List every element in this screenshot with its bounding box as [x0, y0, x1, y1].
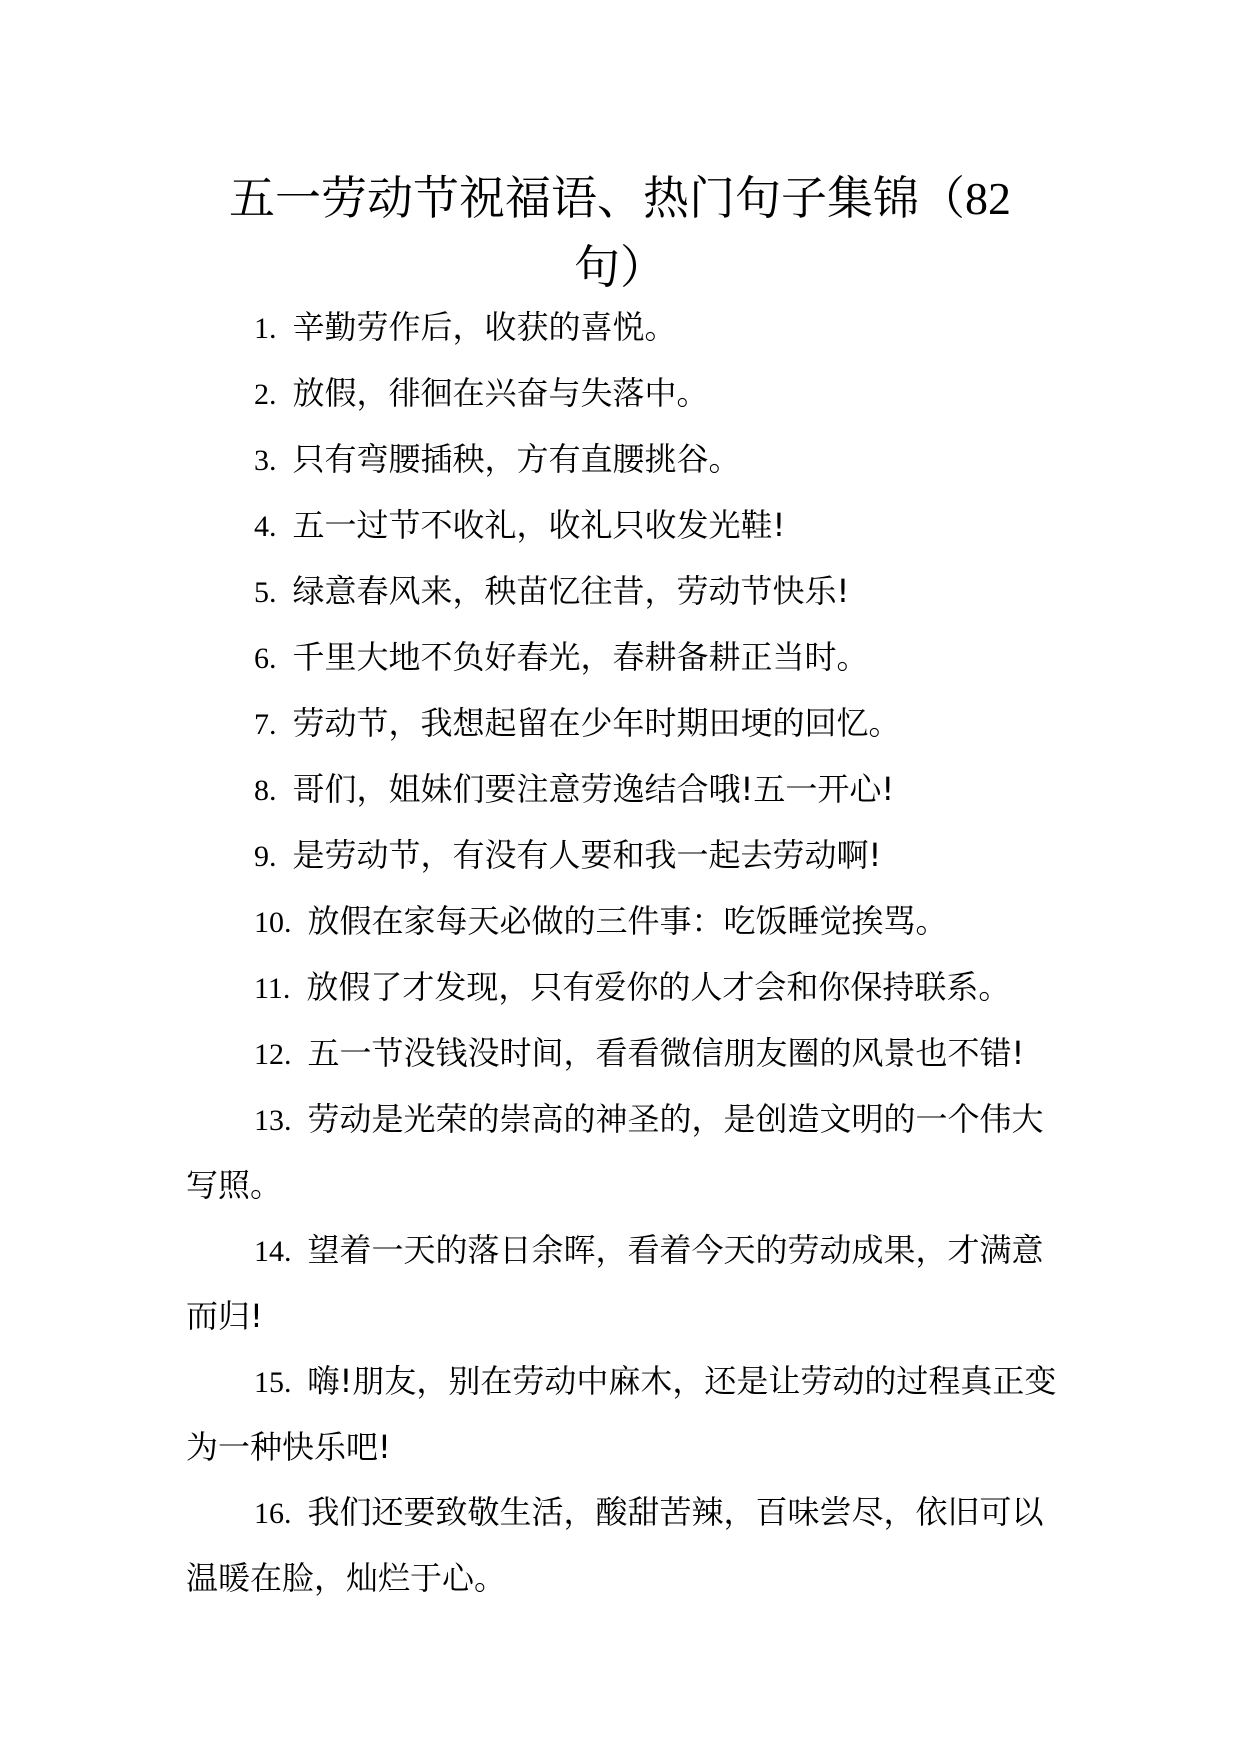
list-item — [186, 625, 1066, 691]
item-number: 7. — [254, 708, 277, 741]
item-text: 嗨!朋友，别在劳动中麻木，还是让劳动的过程真正变为一种快乐吧! — [186, 1362, 1057, 1466]
item-text: 是劳动节，有没有人要和我一起去劳动啊! — [292, 836, 882, 874]
list-item — [186, 361, 1066, 427]
list-item — [186, 691, 1066, 757]
item-text: 我们还要致敬生活，酸甜苦辣，百味尝尽，依旧可以温暖在脸，灿烂于心。 — [186, 1493, 1044, 1597]
list-item — [186, 1218, 1066, 1349]
item-text: 千里大地不负好春光，春耕备耕正当时。 — [292, 638, 869, 676]
item-text: 绿意春风来，秧苗忆往昔，劳动节快乐! — [292, 572, 850, 610]
item-number: 10. — [254, 906, 292, 939]
list-item — [186, 559, 1066, 625]
item-number: 15. — [254, 1366, 292, 1399]
item-text: 放假在家每天必做的三件事：吃饭睡觉挨骂。 — [307, 902, 948, 940]
list-item — [186, 955, 1066, 1021]
item-number: 8. — [254, 774, 277, 807]
document-title — [200, 164, 1040, 301]
sentence-list — [186, 295, 1066, 1611]
item-text: 五一节没钱没时间，看看微信朋友圈的风景也不错! — [307, 1034, 1025, 1072]
list-item — [186, 1021, 1066, 1087]
item-number: 11. — [254, 972, 291, 1005]
item-text: 只有弯腰插秧，方有直腰挑谷。 — [292, 440, 741, 478]
title-end: 句） — [574, 240, 666, 294]
item-text: 五一过节不收礼，收礼只收发光鞋! — [292, 506, 786, 544]
item-number: 1. — [254, 312, 277, 345]
title-main: 五一劳动节祝福语、热门句子集锦（ — [229, 171, 965, 225]
list-item — [186, 427, 1066, 493]
item-number: 13. — [254, 1104, 292, 1137]
item-number: 3. — [254, 444, 277, 477]
item-text: 放假，徘徊在兴奋与失落中。 — [292, 374, 709, 412]
list-item — [186, 493, 1066, 559]
item-number: 12. — [254, 1038, 292, 1071]
item-number: 6. — [254, 642, 277, 675]
item-number: 16. — [254, 1497, 292, 1530]
item-text: 劳动是光荣的崇高的神圣的，是创造文明的一个伟大写照。 — [186, 1100, 1044, 1204]
item-text: 望着一天的落日余晖，看着今天的劳动成果，才满意而归! — [186, 1231, 1044, 1335]
item-number: 2. — [254, 378, 277, 411]
item-number: 9. — [254, 840, 277, 873]
list-item — [186, 823, 1066, 889]
list-item — [186, 1349, 1066, 1480]
item-number: 14. — [254, 1235, 292, 1268]
item-number: 4. — [254, 510, 277, 543]
item-text: 辛勤劳作后，收获的喜悦。 — [292, 308, 677, 346]
list-item — [186, 295, 1066, 361]
list-item — [186, 1480, 1066, 1611]
item-text: 哥们，姐妹们要注意劳逸结合哦!五一开心! — [292, 770, 895, 808]
item-text: 放假了才发现，只有爱你的人才会和你保持联系。 — [306, 968, 1011, 1006]
item-text: 劳动节，我想起留在少年时期田埂的回忆。 — [292, 704, 901, 742]
item-number: 5. — [254, 576, 277, 609]
list-item — [186, 889, 1066, 955]
list-item — [186, 1087, 1066, 1218]
list-item — [186, 757, 1066, 823]
title-count: 82 — [965, 173, 1011, 224]
